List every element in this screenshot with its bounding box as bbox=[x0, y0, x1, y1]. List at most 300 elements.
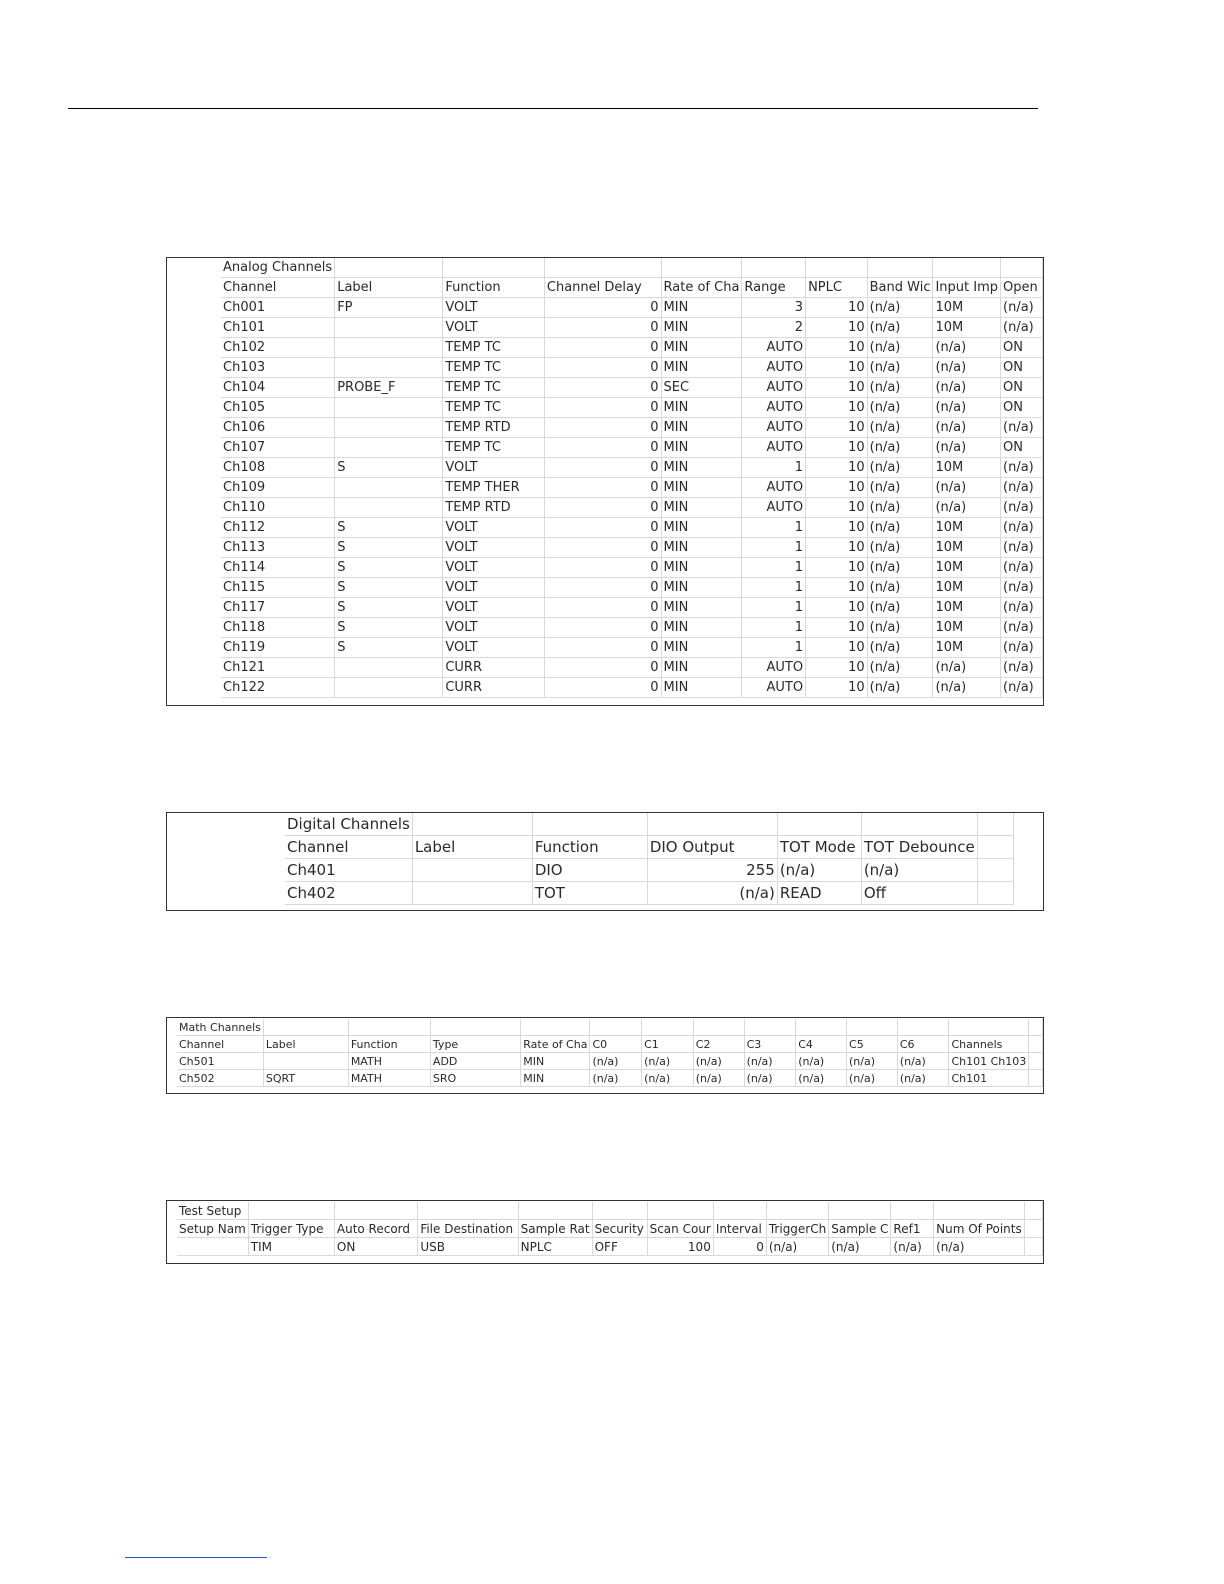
column-header: Channel bbox=[221, 278, 335, 298]
table-cell: Ch109 bbox=[221, 478, 335, 498]
table-cell: 10M bbox=[933, 538, 1001, 558]
column-header: C3 bbox=[744, 1036, 796, 1053]
table-cell: (n/a) bbox=[897, 1070, 949, 1087]
table-cell: MIN bbox=[661, 578, 742, 598]
test-setup-panel bbox=[166, 1200, 1044, 1264]
table-cell: S bbox=[335, 458, 443, 478]
table-cell: PROBE_F bbox=[335, 378, 443, 398]
table-cell: 10M bbox=[933, 558, 1001, 578]
table-cell: 10M bbox=[933, 298, 1001, 318]
table-row bbox=[177, 1070, 1043, 1087]
column-header: Rate of Cha bbox=[521, 1036, 590, 1053]
table-cell: TEMP TC bbox=[443, 358, 545, 378]
table-cell: Ch115 bbox=[221, 578, 335, 598]
table-cell bbox=[335, 358, 443, 378]
empty-cell bbox=[766, 1202, 828, 1220]
table-cell: S bbox=[335, 618, 443, 638]
table-cell: (n/a) bbox=[1001, 418, 1043, 438]
table-cell: MIN bbox=[661, 318, 742, 338]
column-header: Num Of Points bbox=[934, 1220, 1025, 1238]
empty-cell bbox=[796, 1019, 847, 1036]
empty-cell bbox=[263, 1019, 348, 1036]
column-header: C1 bbox=[642, 1036, 694, 1053]
column-header: Channel Delay bbox=[544, 278, 661, 298]
table-row bbox=[221, 518, 1043, 538]
table-row bbox=[221, 678, 1043, 698]
table-cell bbox=[335, 478, 443, 498]
table-cell: 10 bbox=[806, 498, 868, 518]
setup-sheet bbox=[177, 1202, 1043, 1256]
table-cell: (n/a) bbox=[934, 1238, 1025, 1256]
table-cell: 255 bbox=[647, 859, 777, 882]
empty-cell bbox=[412, 813, 532, 836]
table-cell: 10 bbox=[806, 318, 868, 338]
column-header-row bbox=[221, 278, 1043, 298]
table-cell: (n/a) bbox=[1001, 518, 1043, 538]
table-cell: 10 bbox=[806, 538, 868, 558]
footnote-rule bbox=[125, 1557, 267, 1558]
empty-cell bbox=[867, 258, 933, 278]
table-cell: (n/a) bbox=[867, 618, 933, 638]
column-header: Sample Rat bbox=[518, 1220, 592, 1238]
table-cell: ON bbox=[1001, 378, 1043, 398]
table-cell: VOLT bbox=[443, 578, 545, 598]
table-row bbox=[221, 478, 1043, 498]
table-row bbox=[221, 378, 1043, 398]
empty-cell bbox=[518, 1202, 592, 1220]
empty-cell bbox=[829, 1202, 891, 1220]
empty-cell bbox=[744, 1019, 796, 1036]
table-cell: USB bbox=[418, 1238, 518, 1256]
table-cell: (n/a) bbox=[867, 498, 933, 518]
table-row bbox=[221, 658, 1043, 678]
table-cell: 0 bbox=[544, 378, 661, 398]
table-cell: (n/a) bbox=[1001, 578, 1043, 598]
table-cell: S bbox=[335, 538, 443, 558]
table-cell: ON bbox=[1001, 358, 1043, 378]
empty-cell bbox=[1029, 1070, 1043, 1087]
table-cell: MIN bbox=[661, 638, 742, 658]
table-cell: (n/a) bbox=[1001, 478, 1043, 498]
table-cell: 10 bbox=[806, 598, 868, 618]
table-cell: AUTO bbox=[742, 338, 806, 358]
table-cell: FP bbox=[335, 298, 443, 318]
table-cell: 10 bbox=[806, 678, 868, 698]
table-cell: 1 bbox=[742, 538, 806, 558]
table-cell: (n/a) bbox=[933, 378, 1001, 398]
empty-cell bbox=[642, 1019, 694, 1036]
table-cell: (n/a) bbox=[867, 338, 933, 358]
table-cell: (n/a) bbox=[933, 418, 1001, 438]
table-cell: (n/a) bbox=[867, 418, 933, 438]
table-cell: 10 bbox=[806, 658, 868, 678]
column-header: C0 bbox=[590, 1036, 642, 1053]
table-cell: (n/a) bbox=[933, 338, 1001, 358]
table-cell: Ch103 bbox=[221, 358, 335, 378]
table-cell: Ch113 bbox=[221, 538, 335, 558]
column-header: Type bbox=[430, 1036, 520, 1053]
table-cell: 10 bbox=[806, 338, 868, 358]
table-cell: 1 bbox=[742, 618, 806, 638]
table-cell: (n/a) bbox=[829, 1238, 891, 1256]
table-cell: CURR bbox=[443, 678, 545, 698]
table-cell: (n/a) bbox=[891, 1238, 934, 1256]
column-header: Channel bbox=[177, 1036, 263, 1053]
table-cell: TEMP RTD bbox=[443, 418, 545, 438]
table-cell: 0 bbox=[544, 458, 661, 478]
table-cell: (n/a) bbox=[867, 318, 933, 338]
table-cell: 10M bbox=[933, 318, 1001, 338]
empty-cell bbox=[430, 1019, 520, 1036]
table-cell: (n/a) bbox=[1001, 678, 1043, 698]
table-cell: MIN bbox=[661, 618, 742, 638]
table-cell: (n/a) bbox=[867, 478, 933, 498]
table-cell: (n/a) bbox=[1001, 638, 1043, 658]
table-row bbox=[221, 498, 1043, 518]
table-cell: 10 bbox=[806, 418, 868, 438]
table-cell: (n/a) bbox=[867, 458, 933, 478]
column-header: Channel bbox=[285, 836, 412, 859]
table-cell: (n/a) bbox=[796, 1053, 847, 1070]
empty-cell bbox=[661, 258, 742, 278]
table-cell: 10 bbox=[806, 638, 868, 658]
table-cell: 1 bbox=[742, 558, 806, 578]
table-cell: (n/a) bbox=[796, 1070, 847, 1087]
empty-cell bbox=[248, 1202, 334, 1220]
table-cell: Ch121 bbox=[221, 658, 335, 678]
column-header: Ref1 bbox=[891, 1220, 934, 1238]
table-cell: Ch502 bbox=[177, 1070, 263, 1087]
table-row bbox=[221, 438, 1043, 458]
table-cell: 2 bbox=[742, 318, 806, 338]
table-cell: 10 bbox=[806, 458, 868, 478]
empty-cell bbox=[1024, 1238, 1042, 1256]
table-row bbox=[221, 558, 1043, 578]
table-cell: AUTO bbox=[742, 378, 806, 398]
table-cell: (n/a) bbox=[590, 1053, 642, 1070]
table-cell: 10 bbox=[806, 558, 868, 578]
table-cell: (n/a) bbox=[590, 1070, 642, 1087]
table-cell: AUTO bbox=[742, 398, 806, 418]
math-sheet bbox=[177, 1019, 1043, 1087]
section-title: Digital Channels bbox=[285, 813, 412, 836]
table-cell: S bbox=[335, 558, 443, 578]
table-cell: (n/a) bbox=[744, 1070, 796, 1087]
empty-cell bbox=[897, 1019, 949, 1036]
table-cell: OFF bbox=[592, 1238, 647, 1256]
empty-cell bbox=[592, 1202, 647, 1220]
table-cell: VOLT bbox=[443, 298, 545, 318]
table-row bbox=[221, 618, 1043, 638]
table-cell: S bbox=[335, 638, 443, 658]
table-cell: VOLT bbox=[443, 558, 545, 578]
table-cell: (n/a) bbox=[867, 638, 933, 658]
column-header: TriggerCh bbox=[766, 1220, 828, 1238]
section-title-row bbox=[221, 258, 1043, 278]
empty-cell bbox=[977, 882, 1013, 905]
column-header: Range bbox=[742, 278, 806, 298]
column-header: File Destination bbox=[418, 1220, 518, 1238]
table-cell: (n/a) bbox=[867, 678, 933, 698]
table-cell: SRO bbox=[430, 1070, 520, 1087]
section-title-row bbox=[177, 1019, 1043, 1036]
table-cell: (n/a) bbox=[642, 1070, 694, 1087]
table-cell: 0 bbox=[544, 578, 661, 598]
table-cell: ON bbox=[1001, 338, 1043, 358]
empty-cell bbox=[713, 1202, 766, 1220]
table-cell: MATH bbox=[348, 1070, 430, 1087]
table-cell bbox=[412, 859, 532, 882]
digital-sheet bbox=[285, 813, 1014, 905]
table-cell: TEMP TC bbox=[443, 398, 545, 418]
table-cell: 0 bbox=[544, 418, 661, 438]
table-cell: 0 bbox=[544, 358, 661, 378]
table-cell: 0 bbox=[713, 1238, 766, 1256]
table-cell: Off bbox=[861, 882, 977, 905]
table-cell: 0 bbox=[544, 518, 661, 538]
column-header: TOT Debounce bbox=[861, 836, 977, 859]
empty-cell bbox=[334, 1202, 417, 1220]
table-cell: S bbox=[335, 578, 443, 598]
empty-cell bbox=[1029, 1053, 1043, 1070]
column-header: Rate of Cha bbox=[661, 278, 742, 298]
table-cell: (n/a) bbox=[1001, 598, 1043, 618]
empty-cell bbox=[742, 258, 806, 278]
table-cell bbox=[335, 438, 443, 458]
empty-cell bbox=[933, 258, 1001, 278]
table-cell: (n/a) bbox=[1001, 318, 1043, 338]
column-header: Label bbox=[335, 278, 443, 298]
empty-cell bbox=[418, 1202, 518, 1220]
table-cell: 0 bbox=[544, 618, 661, 638]
table-cell: (n/a) bbox=[744, 1053, 796, 1070]
column-header: Security bbox=[592, 1220, 647, 1238]
table-cell bbox=[412, 882, 532, 905]
table-cell: (n/a) bbox=[642, 1053, 694, 1070]
empty-cell bbox=[521, 1019, 590, 1036]
table-row bbox=[285, 859, 1013, 882]
table-cell: CURR bbox=[443, 658, 545, 678]
table-row bbox=[221, 578, 1043, 598]
table-cell: 0 bbox=[544, 398, 661, 418]
table-row bbox=[177, 1238, 1043, 1256]
empty-cell bbox=[590, 1019, 642, 1036]
table-cell: TEMP RTD bbox=[443, 498, 545, 518]
table-cell: (n/a) bbox=[867, 358, 933, 378]
table-cell: TOT bbox=[532, 882, 647, 905]
table-cell: 0 bbox=[544, 438, 661, 458]
column-header: Setup Nam bbox=[177, 1220, 248, 1238]
table-cell: (n/a) bbox=[777, 859, 861, 882]
table-cell: (n/a) bbox=[1001, 298, 1043, 318]
table-cell: (n/a) bbox=[867, 398, 933, 418]
table-cell: (n/a) bbox=[766, 1238, 828, 1256]
table-cell: Ch101 bbox=[949, 1070, 1029, 1087]
table-cell: MIN bbox=[521, 1053, 590, 1070]
table-cell: VOLT bbox=[443, 458, 545, 478]
table-cell: VOLT bbox=[443, 598, 545, 618]
table-cell: 1 bbox=[742, 578, 806, 598]
table-cell: 0 bbox=[544, 598, 661, 618]
table-cell: 1 bbox=[742, 638, 806, 658]
table-cell: MIN bbox=[661, 438, 742, 458]
table-cell: (n/a) bbox=[867, 538, 933, 558]
table-cell: (n/a) bbox=[867, 598, 933, 618]
column-header: Input Imp bbox=[933, 278, 1001, 298]
table-cell: (n/a) bbox=[867, 518, 933, 538]
table-cell: (n/a) bbox=[933, 678, 1001, 698]
table-cell: (n/a) bbox=[933, 478, 1001, 498]
table-cell: MIN bbox=[661, 498, 742, 518]
table-cell: MIN bbox=[661, 478, 742, 498]
empty-cell bbox=[977, 813, 1013, 836]
table-cell: (n/a) bbox=[1001, 558, 1043, 578]
table-cell: 10M bbox=[933, 458, 1001, 478]
table-cell: 10M bbox=[933, 618, 1001, 638]
table-cell: Ch122 bbox=[221, 678, 335, 698]
column-header: DIO Output bbox=[647, 836, 777, 859]
table-cell bbox=[263, 1053, 348, 1070]
table-cell: MIN bbox=[661, 298, 742, 318]
column-header: Label bbox=[263, 1036, 348, 1053]
column-header: Sample C bbox=[829, 1220, 891, 1238]
table-cell: VOLT bbox=[443, 618, 545, 638]
column-header: C2 bbox=[693, 1036, 744, 1053]
table-cell: MIN bbox=[521, 1070, 590, 1087]
column-header: Band Wic bbox=[867, 278, 933, 298]
table-cell: VOLT bbox=[443, 518, 545, 538]
table-cell: AUTO bbox=[742, 358, 806, 378]
table-cell: (n/a) bbox=[933, 658, 1001, 678]
table-cell: 0 bbox=[544, 298, 661, 318]
table-cell: 10M bbox=[933, 598, 1001, 618]
empty-cell bbox=[806, 258, 868, 278]
table-cell: 0 bbox=[544, 638, 661, 658]
table-cell bbox=[335, 658, 443, 678]
table-cell: 10M bbox=[933, 578, 1001, 598]
analog-sheet bbox=[221, 258, 1043, 698]
table-cell: MIN bbox=[661, 598, 742, 618]
table-cell: VOLT bbox=[443, 538, 545, 558]
digital-channels-panel bbox=[166, 812, 1044, 911]
table-cell bbox=[335, 398, 443, 418]
empty-cell bbox=[847, 1019, 898, 1036]
empty-cell bbox=[544, 258, 661, 278]
table-cell: (n/a) bbox=[867, 578, 933, 598]
table-cell: (n/a) bbox=[693, 1070, 744, 1087]
table-cell: 0 bbox=[544, 538, 661, 558]
table-cell: Ch106 bbox=[221, 418, 335, 438]
table-cell: Ch105 bbox=[221, 398, 335, 418]
table-cell: 10 bbox=[806, 438, 868, 458]
table-cell: (n/a) bbox=[933, 398, 1001, 418]
table-cell: 1 bbox=[742, 518, 806, 538]
table-row bbox=[177, 1053, 1043, 1070]
empty-cell bbox=[1001, 258, 1043, 278]
column-header-row bbox=[177, 1220, 1043, 1238]
table-cell: 10 bbox=[806, 358, 868, 378]
table-cell: Ch118 bbox=[221, 618, 335, 638]
table-cell: 10 bbox=[806, 298, 868, 318]
empty-cell bbox=[647, 813, 777, 836]
table-cell: MIN bbox=[661, 398, 742, 418]
section-title-row bbox=[285, 813, 1013, 836]
table-cell: AUTO bbox=[742, 658, 806, 678]
column-header: Open bbox=[1001, 278, 1043, 298]
table-cell: MIN bbox=[661, 678, 742, 698]
table-cell: 0 bbox=[544, 558, 661, 578]
table-cell: (n/a) bbox=[1001, 538, 1043, 558]
table-cell: Ch114 bbox=[221, 558, 335, 578]
empty-cell bbox=[647, 1202, 713, 1220]
table-cell: 3 bbox=[742, 298, 806, 318]
table-cell: MIN bbox=[661, 518, 742, 538]
table-cell: Ch112 bbox=[221, 518, 335, 538]
empty-cell bbox=[977, 859, 1013, 882]
table-cell: Ch101 bbox=[221, 318, 335, 338]
column-header: Function bbox=[532, 836, 647, 859]
table-cell: (n/a) bbox=[847, 1053, 898, 1070]
table-cell: Ch101 Ch103 bbox=[949, 1053, 1029, 1070]
header-rule bbox=[68, 108, 1038, 109]
empty-cell bbox=[532, 813, 647, 836]
table-cell: MATH bbox=[348, 1053, 430, 1070]
table-cell: 10 bbox=[806, 578, 868, 598]
empty-cell bbox=[1029, 1019, 1043, 1036]
table-cell: 1 bbox=[742, 458, 806, 478]
column-header: NPLC bbox=[806, 278, 868, 298]
table-cell: MIN bbox=[661, 418, 742, 438]
table-cell: (n/a) bbox=[933, 498, 1001, 518]
table-cell: (n/a) bbox=[1001, 658, 1043, 678]
table-cell: Ch501 bbox=[177, 1053, 263, 1070]
table-cell: VOLT bbox=[443, 638, 545, 658]
table-cell: (n/a) bbox=[897, 1053, 949, 1070]
table-cell: (n/a) bbox=[1001, 618, 1043, 638]
column-header: C4 bbox=[796, 1036, 847, 1053]
table-cell: 0 bbox=[544, 658, 661, 678]
table-cell: MIN bbox=[661, 658, 742, 678]
empty-cell bbox=[693, 1019, 744, 1036]
table-cell: (n/a) bbox=[693, 1053, 744, 1070]
table-cell: AUTO bbox=[742, 678, 806, 698]
table-cell: (n/a) bbox=[867, 378, 933, 398]
table-cell: (n/a) bbox=[933, 358, 1001, 378]
table-cell: Ch107 bbox=[221, 438, 335, 458]
table-cell: 100 bbox=[647, 1238, 713, 1256]
table-row bbox=[221, 338, 1043, 358]
table-cell: (n/a) bbox=[1001, 498, 1043, 518]
table-cell: 0 bbox=[544, 498, 661, 518]
empty-cell bbox=[1029, 1036, 1043, 1053]
table-cell: (n/a) bbox=[867, 558, 933, 578]
table-cell: AUTO bbox=[742, 418, 806, 438]
table-cell: ON bbox=[1001, 398, 1043, 418]
column-header: Function bbox=[443, 278, 545, 298]
empty-cell bbox=[861, 813, 977, 836]
table-row bbox=[221, 638, 1043, 658]
table-cell bbox=[335, 498, 443, 518]
table-cell: 10 bbox=[806, 378, 868, 398]
analog-channels-panel bbox=[166, 257, 1044, 706]
table-cell: (n/a) bbox=[867, 658, 933, 678]
table-cell: Ch001 bbox=[221, 298, 335, 318]
table-cell: MIN bbox=[661, 338, 742, 358]
table-cell: NPLC bbox=[518, 1238, 592, 1256]
table-cell: 10 bbox=[806, 478, 868, 498]
table-row bbox=[221, 398, 1043, 418]
table-row bbox=[221, 458, 1043, 478]
